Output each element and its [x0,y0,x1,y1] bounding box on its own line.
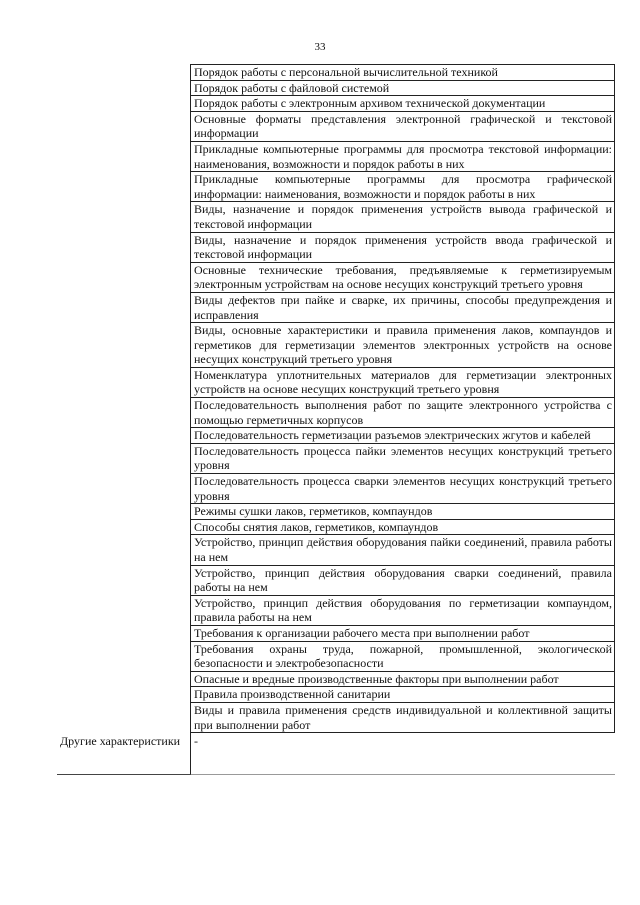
knowledge-item: Виды дефектов при пайке и сварке, их причины, способы предупреждения и исправления [191,292,615,322]
knowledge-item: Последовательность процесса пайки элементов несущих конструкций третьего уровня [191,443,615,473]
knowledge-item: Последовательность выполнения работ по защите электронного устройства с помощью герметичных корпусов [191,398,615,428]
knowledge-item: Последовательность герметизации разъемов электрических жгутов и кабелей [191,428,615,444]
knowledge-item: Номенклатура уплотнительных материалов для герметизации электронных устройств на основе несущих конструкций третьего уровня [191,367,615,397]
knowledge-item: Прикладные компьютерные программы для просмотра текстовой информации: наименования, возможности и порядок работы в них [191,141,615,171]
knowledge-item: Устройство, принцип действия оборудования пайки соединений, правила работы на нем [191,535,615,565]
knowledge-item: Виды, назначение и порядок применения устройств вывода графической и текстовой информации [191,202,615,232]
knowledge-item: Опасные и вредные производственные факторы при выполнении работ [191,671,615,687]
knowledge-item: Виды и правила применения средств индивидуальной и коллективной защиты при выполнении работ [191,702,615,732]
other-characteristics-label: Другие характеристики [57,733,191,775]
knowledge-item: Порядок работы с персональной вычислительной техникой [191,65,615,81]
knowledge-item: Виды, основные характеристики и правила применения лаков, компаундов и герметиков для герметизации элементов электронных устройств на основе несущих конструкций третьего уровня [191,323,615,368]
knowledge-item: Прикладные компьютерные программы для просмотра графической информации: наименования, возможности и порядок работы в них [191,172,615,202]
knowledge-item: Устройство, принцип действия оборудования сварки соединений, правила работы на нем [191,565,615,595]
knowledge-item: Основные технические требования, предъявляемые к герметизируемым электронным устройствам на основе несущих конструкций третьего уровня [191,262,615,292]
knowledge-item: Требования охраны труда, пожарной, промышленной, экологической безопасности и электробезопасности [191,641,615,671]
scan-edge [0,897,640,905]
knowledge-item: Режимы сушки лаков, герметиков, компаундов [191,504,615,520]
other-characteristics-value: - [191,733,615,775]
knowledge-label-cell [57,65,191,733]
knowledge-table [57,64,615,775]
knowledge-item: Виды, назначение и порядок применения устройств ввода графической и текстовой информации [191,232,615,262]
knowledge-item: Правила производственной санитарии [191,687,615,703]
table-row [57,65,615,81]
knowledge-item: Последовательность процесса сварки элементов несущих конструкций третьего уровня [191,474,615,504]
other-characteristics-row [57,733,615,775]
knowledge-item: Основные форматы представления электронной графической и текстовой информации [191,111,615,141]
knowledge-item: Порядок работы с электронным архивом технической документации [191,96,615,112]
knowledge-item: Способы снятия лаков, герметиков, компаундов [191,519,615,535]
knowledge-item: Устройство, принцип действия оборудования по герметизации компаундом, правила работы на нем [191,595,615,625]
knowledge-item: Требования к организации рабочего места при выполнении работ [191,625,615,641]
page-number: 33 [314,41,326,53]
knowledge-item: Порядок работы с файловой системой [191,80,615,96]
